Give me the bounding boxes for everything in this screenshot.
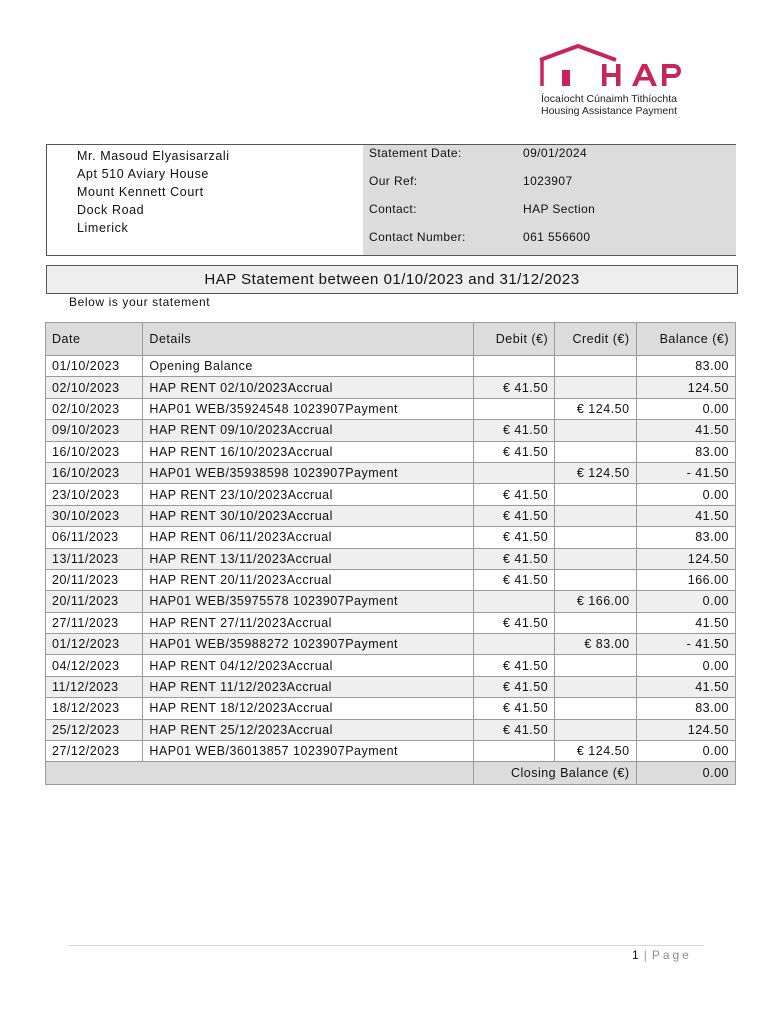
cell-details: HAP RENT 23/10/2023Accrual — [143, 484, 473, 505]
table-row — [46, 505, 736, 526]
cell-debit: € 41.50 — [473, 505, 554, 526]
cell-details: HAP RENT 02/10/2023Accrual — [143, 377, 473, 398]
cell-date: 16/10/2023 — [46, 462, 143, 483]
cell-debit — [473, 462, 554, 483]
cell-credit — [555, 356, 636, 377]
cell-balance: 0.00 — [636, 484, 735, 505]
cell-credit — [555, 527, 636, 548]
table-row — [46, 591, 736, 612]
cell-details: HAP RENT 09/10/2023Accrual — [143, 420, 473, 441]
statement-title: HAP Statement between 01/10/2023 and 31/12/2023 — [46, 265, 738, 294]
cell-balance: 41.50 — [636, 612, 735, 633]
cell-date: 23/10/2023 — [46, 484, 143, 505]
page-number: 1 — [632, 948, 640, 962]
cell-debit — [473, 398, 554, 419]
cell-balance: 83.00 — [636, 441, 735, 462]
column-header-balance: Balance (€) — [636, 323, 735, 356]
cell-details: Opening Balance — [143, 356, 473, 377]
table-row — [46, 634, 736, 655]
cell-credit — [555, 377, 636, 398]
cell-balance: 0.00 — [636, 741, 735, 762]
cell-balance: - 41.50 — [636, 462, 735, 483]
cell-date: 27/11/2023 — [46, 612, 143, 633]
address-line: Apt 510 Aviary House — [77, 167, 209, 181]
cell-details: HAP RENT 16/10/2023Accrual — [143, 441, 473, 462]
cell-date: 06/11/2023 — [46, 527, 143, 548]
cell-balance: 0.00 — [636, 655, 735, 676]
cell-date: 27/12/2023 — [46, 741, 143, 762]
cell-credit — [555, 612, 636, 633]
cell-balance: 41.50 — [636, 505, 735, 526]
table-row — [46, 612, 736, 633]
cell-details: HAP01 WEB/36013857 1023907Payment — [143, 741, 473, 762]
info-label: Contact: — [369, 202, 417, 216]
cell-credit — [555, 655, 636, 676]
cell-details: HAP RENT 04/12/2023Accrual — [143, 655, 473, 676]
info-value: 09/01/2024 — [523, 146, 588, 160]
cell-details: HAP RENT 13/11/2023Accrual — [143, 548, 473, 569]
address-box — [46, 144, 736, 256]
table-row — [46, 741, 736, 762]
info-label: Contact Number: — [369, 230, 466, 244]
cell-date: 16/10/2023 — [46, 441, 143, 462]
info-value: 061 556600 — [523, 230, 591, 244]
cell-credit — [555, 505, 636, 526]
cell-date: 11/12/2023 — [46, 676, 143, 697]
cell-credit — [555, 569, 636, 590]
cell-debit — [473, 356, 554, 377]
cell-date: 01/10/2023 — [46, 356, 143, 377]
cell-balance: 124.50 — [636, 548, 735, 569]
table-row — [46, 420, 736, 441]
cell-credit — [555, 698, 636, 719]
table-row — [46, 548, 736, 569]
cell-details: HAP RENT 30/10/2023Accrual — [143, 505, 473, 526]
statement-info-panel — [363, 145, 736, 255]
cell-balance: - 41.50 — [636, 634, 735, 655]
cell-details: HAP RENT 06/11/2023Accrual — [143, 527, 473, 548]
cell-debit: € 41.50 — [473, 548, 554, 569]
table-row — [46, 719, 736, 740]
cell-balance: 83.00 — [636, 698, 735, 719]
cell-credit — [555, 441, 636, 462]
column-header-details: Details — [143, 323, 473, 356]
hap-logo — [536, 44, 706, 120]
cell-date: 30/10/2023 — [46, 505, 143, 526]
cell-date: 02/10/2023 — [46, 398, 143, 419]
house-logo-icon — [536, 44, 706, 92]
table-row — [46, 655, 736, 676]
page-label: Page — [651, 948, 692, 962]
cell-balance: 0.00 — [636, 398, 735, 419]
closing-balance-row — [46, 762, 736, 785]
cell-balance: 83.00 — [636, 356, 735, 377]
column-header-debit: Debit (€) — [473, 323, 554, 356]
cell-debit: € 41.50 — [473, 377, 554, 398]
info-value: HAP Section — [523, 202, 596, 216]
logo-irish-text: Íocaíocht Cúnaimh Tithíochta — [541, 93, 677, 105]
cell-date: 25/12/2023 — [46, 719, 143, 740]
cell-details: HAP RENT 20/11/2023Accrual — [143, 569, 473, 590]
recipient-address — [77, 147, 230, 237]
cell-date: 13/11/2023 — [46, 548, 143, 569]
address-line: Limerick — [77, 221, 129, 235]
cell-balance: 124.50 — [636, 377, 735, 398]
cell-date: 04/12/2023 — [46, 655, 143, 676]
cell-debit: € 41.50 — [473, 441, 554, 462]
closing-spacer-cell — [46, 762, 474, 785]
cell-debit — [473, 634, 554, 655]
table-row — [46, 698, 736, 719]
table-row — [46, 377, 736, 398]
table-row — [46, 441, 736, 462]
statement-intro: Below is your statement — [69, 295, 211, 309]
table-row — [46, 484, 736, 505]
cell-balance: 124.50 — [636, 719, 735, 740]
cell-credit — [555, 676, 636, 697]
cell-balance: 166.00 — [636, 569, 735, 590]
info-label: Our Ref: — [369, 174, 418, 188]
table-body — [46, 356, 736, 762]
cell-debit: € 41.50 — [473, 569, 554, 590]
cell-balance: 0.00 — [636, 591, 735, 612]
cell-debit: € 41.50 — [473, 420, 554, 441]
cell-credit — [555, 548, 636, 569]
column-header-date: Date — [46, 323, 143, 356]
table-row — [46, 398, 736, 419]
address-line: Dock Road — [77, 203, 145, 217]
footer-separator: | — [643, 948, 648, 962]
table-row — [46, 569, 736, 590]
cell-debit: € 41.50 — [473, 655, 554, 676]
cell-credit — [555, 719, 636, 740]
info-value: 1023907 — [523, 174, 573, 188]
closing-balance-label: Closing Balance (€) — [473, 762, 636, 785]
cell-details: HAP RENT 18/12/2023Accrual — [143, 698, 473, 719]
cell-details: HAP RENT 25/12/2023Accrual — [143, 719, 473, 740]
cell-debit: € 41.50 — [473, 527, 554, 548]
page-footer — [632, 948, 692, 962]
address-line: Mr. Masoud Elyasisarzali — [77, 149, 230, 163]
info-label: Statement Date: — [369, 146, 462, 160]
cell-details: HAP01 WEB/35988272 1023907Payment — [143, 634, 473, 655]
table-header-row — [46, 323, 736, 356]
cell-credit: € 166.00 — [555, 591, 636, 612]
table-row — [46, 676, 736, 697]
cell-credit: € 83.00 — [555, 634, 636, 655]
table-row — [46, 356, 736, 377]
cell-details: HAP01 WEB/35924548 1023907Payment — [143, 398, 473, 419]
table-row — [46, 527, 736, 548]
cell-details: HAP01 WEB/35938598 1023907Payment — [143, 462, 473, 483]
cell-debit: € 41.50 — [473, 719, 554, 740]
table-row — [46, 462, 736, 483]
cell-credit — [555, 420, 636, 441]
cell-debit — [473, 741, 554, 762]
cell-date: 20/11/2023 — [46, 591, 143, 612]
cell-balance: 41.50 — [636, 420, 735, 441]
cell-date: 01/12/2023 — [46, 634, 143, 655]
cell-details: HAP RENT 27/11/2023Accrual — [143, 612, 473, 633]
cell-credit: € 124.50 — [555, 398, 636, 419]
footer-divider — [68, 945, 704, 946]
cell-credit: € 124.50 — [555, 462, 636, 483]
cell-balance: 83.00 — [636, 527, 735, 548]
logo-english-text: Housing Assistance Payment — [541, 105, 677, 117]
cell-date: 09/10/2023 — [46, 420, 143, 441]
cell-credit — [555, 484, 636, 505]
closing-balance-value: 0.00 — [636, 762, 735, 785]
cell-details: HAP RENT 11/12/2023Accrual — [143, 676, 473, 697]
cell-debit: € 41.50 — [473, 698, 554, 719]
cell-date: 02/10/2023 — [46, 377, 143, 398]
cell-credit: € 124.50 — [555, 741, 636, 762]
column-header-credit: Credit (€) — [555, 323, 636, 356]
cell-debit — [473, 591, 554, 612]
cell-debit: € 41.50 — [473, 484, 554, 505]
cell-date: 20/11/2023 — [46, 569, 143, 590]
cell-debit: € 41.50 — [473, 612, 554, 633]
address-line: Mount Kennett Court — [77, 185, 204, 199]
statement-table — [45, 322, 736, 785]
cell-balance: 41.50 — [636, 676, 735, 697]
cell-debit: € 41.50 — [473, 676, 554, 697]
cell-details: HAP01 WEB/35975578 1023907Payment — [143, 591, 473, 612]
cell-date: 18/12/2023 — [46, 698, 143, 719]
